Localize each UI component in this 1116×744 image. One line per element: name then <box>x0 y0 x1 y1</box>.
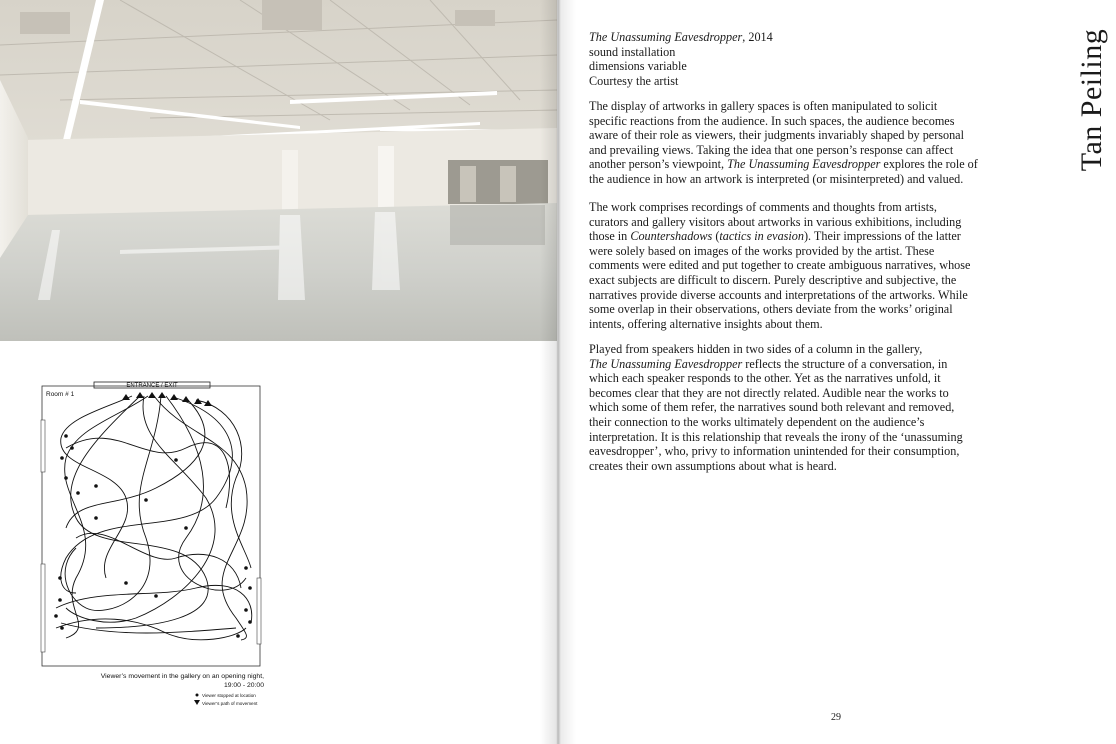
artwork-year: , 2014 <box>742 30 773 44</box>
paragraph-line: becomes clear that they are not directly related. Audible near the works to <box>589 385 949 400</box>
page-number: 29 <box>831 712 841 723</box>
legend-stop: Viewer stopped at location <box>202 693 256 698</box>
paragraph-line: were solely based on images of the works provided by the artist. These <box>589 243 935 258</box>
legend-dot-icon <box>196 694 199 697</box>
artwork-dimensions: dimensions variable <box>589 59 687 74</box>
paragraph-line: aware of their role as viewers, their judgments invariably shaped by personal <box>589 128 964 143</box>
text-segment: those in <box>589 229 631 244</box>
paragraph-line: their connection to the works ultimately dependent on the audience’s <box>589 414 925 429</box>
paragraph-line: specific reactions from the audience. In such spaces, the audience becomes <box>589 113 955 128</box>
artwork-caption <box>589 30 989 88</box>
paragraph-line <box>589 229 981 244</box>
paragraph-line: The display of artworks in gallery spaces is often manipulated to solicit <box>589 99 938 113</box>
paragraph-3 <box>589 342 981 473</box>
artwork-medium: sound installation <box>589 44 676 59</box>
paragraph-line: eavesdropper’, who, privy to information unintended for their consumption, <box>589 444 960 459</box>
left-page <box>0 0 557 744</box>
room-label: Room # 1 <box>46 391 75 398</box>
paragraph-line: some overlap in their observations, others deviate from the works’ original <box>589 302 953 317</box>
legend-path: Viewer’s path of movement <box>202 701 258 706</box>
text-segment: ). Their impressions of the latter <box>804 229 961 244</box>
paragraph-line: comments were edited and put together to create ambiguous narratives, whose <box>589 258 971 273</box>
legend-arrow-icon <box>194 700 200 705</box>
text-segment: ( <box>712 229 720 244</box>
paragraph-1 <box>589 99 981 187</box>
paragraph-line: exact subjects are difficult to discern. Purely descriptive and subjective, the <box>589 272 957 287</box>
wall-panel <box>41 420 45 472</box>
artwork-title: The Unassuming Eavesdropper <box>589 30 743 44</box>
paragraph-line: narratives provide diverse accounts and interpretations of the artworks. While <box>589 287 968 302</box>
paragraph-line <box>589 157 981 172</box>
paragraph-line: interpretation. It is this relationship that reveals the irony of the ‘unassuming <box>589 429 963 444</box>
text-segment: reflects the structure of a conversation, in <box>742 356 948 371</box>
paragraph-line: the audience in how an artwork is interpreted (or misinterpreted) and valued. <box>589 171 964 186</box>
italic-title: The Unassuming Eavesdropper <box>727 157 881 172</box>
paragraph-line: which some of them refer, the narratives sound both relevant and removed, <box>589 400 955 415</box>
gallery-photo <box>0 0 557 341</box>
paragraph-line: curators and gallery visitors about artworks in various exhibitions, including <box>589 214 962 229</box>
plan-caption-line2: 19:00 - 20:00 <box>223 682 264 689</box>
paragraph-line: creates their own assumptions about what is heard. <box>589 458 837 473</box>
movement-paths <box>56 396 252 640</box>
paragraph-2 <box>589 200 981 331</box>
plan-caption-line1: Viewer’s movement in the gallery on an opening night, <box>100 673 264 680</box>
text-segment: another person’s viewpoint, <box>589 157 728 172</box>
room-outline <box>42 386 260 666</box>
wall-panel <box>41 564 45 652</box>
entrance-label: ENTRANCE / EXIT <box>126 383 178 389</box>
paragraph-line: The work comprises recordings of comments and thoughts from artists, <box>589 200 937 214</box>
paragraph-line: and prevailing views. Taking the idea that one person’s response can affect <box>589 142 954 157</box>
paragraph-line: Played from speakers hidden in two sides of a column in the gallery, <box>589 342 923 356</box>
wall-panel <box>257 578 261 644</box>
italic-title: The Unassuming Eavesdropper <box>589 356 743 371</box>
paragraph-line: intents, offering alternative insights about them. <box>589 316 823 331</box>
artwork-title-line <box>589 30 989 45</box>
paragraph-line <box>589 357 981 372</box>
italic-title: Countershadows <box>630 229 713 244</box>
text-segment: explores the role of <box>880 157 978 172</box>
italic-title: tactics in evasion <box>719 229 804 244</box>
artwork-credit: Courtesy the artist <box>589 73 679 88</box>
paragraph-line: which each speaker responds to the other. Yet as the narratives unfold, it <box>589 371 941 386</box>
artist-name: Tan Peiling <box>1075 28 1108 172</box>
movement-floor-plan <box>36 378 272 714</box>
